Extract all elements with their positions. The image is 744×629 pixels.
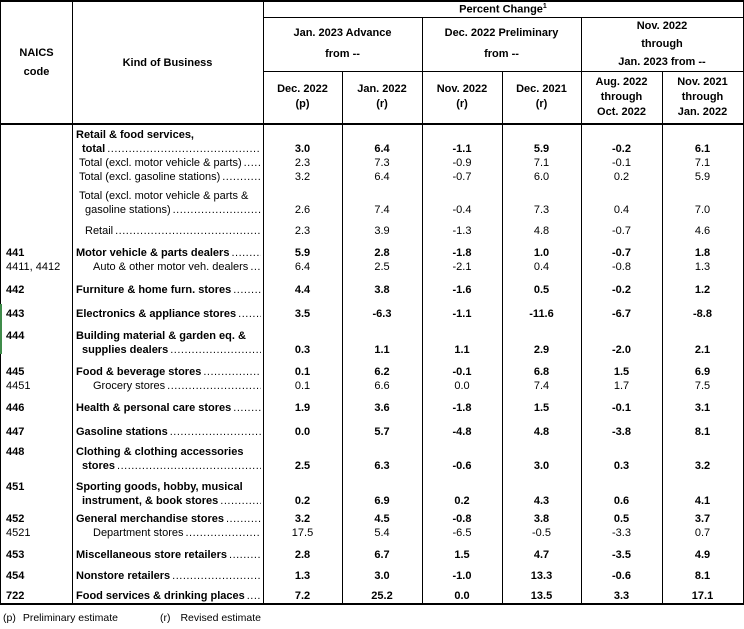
percent-change-value: 2.3 [294, 225, 311, 237]
header-line: Jan. 2023 from -- [618, 56, 706, 68]
percent-change-value: 1.8 [694, 247, 711, 259]
percent-change-value: 7.5 [694, 380, 711, 392]
percent-change-value: 3.0 [533, 460, 550, 472]
header-percent-change [263, 2, 743, 17]
header-line: through [641, 38, 683, 50]
kind-of-business-cell: Furniture & home furn. stores ..... [72, 283, 263, 297]
percent-change-value: 7.4 [533, 380, 550, 392]
percent-change-value: 2.5 [294, 460, 311, 472]
percent-change-value: 0.3 [613, 460, 630, 472]
dot-leader [222, 170, 261, 184]
percent-change-value: 4.5 [374, 513, 390, 525]
percent-change-value: 1.0 [533, 247, 550, 259]
percent-change-value: 1.3 [294, 570, 311, 582]
percent-change-value: 2.8 [374, 247, 390, 259]
percent-change-value: -6.5 [452, 527, 472, 539]
percent-change-value: 3.5 [294, 308, 311, 320]
percent-change-value: 6.3 [374, 460, 390, 472]
header-group-nov-2022-through-jan-2023 [581, 17, 743, 71]
percent-change-value: 2.3 [294, 157, 311, 169]
percent-change-value: 6.1 [694, 143, 711, 155]
table-row [1, 526, 743, 540]
naics-code-cell: 722 [6, 590, 25, 602]
percent-change-value: 0.2 [294, 495, 311, 507]
table-body [1, 125, 743, 603]
naics-code-cell: 442 [6, 284, 25, 296]
kind-of-business-cell: Food & beverage stores ..... [72, 365, 263, 379]
percent-change-value: 6.6 [374, 380, 390, 392]
percent-change-value: 3.6 [374, 402, 390, 414]
percent-change-value: -0.7 [612, 225, 631, 237]
header-line: Oct. 2022 [597, 105, 646, 118]
percent-change-value: 5.9 [694, 171, 711, 183]
percent-change-value: 3.9 [374, 225, 390, 237]
header-col-dec-2022-p [263, 71, 342, 123]
table-row [1, 401, 743, 415]
header-percent-change-label: Percent Change$^1$ [459, 3, 547, 16]
percent-change-value: 8.1 [694, 426, 711, 438]
header-col-dec-2021-r [502, 71, 581, 123]
percent-change-value: 2.5 [374, 261, 390, 273]
percent-change-value: -1.8 [452, 247, 472, 259]
dot-leader [203, 365, 261, 379]
percent-change-value: 13.5 [530, 590, 553, 602]
table-row [1, 569, 743, 583]
kind-of-business-cell: Grocery stores ..... [72, 379, 263, 393]
percent-change-value: 1.9 [294, 402, 311, 414]
header-line: NAICS [19, 46, 54, 59]
table-row [1, 246, 743, 260]
percent-change-value: -2.1 [452, 261, 472, 273]
kind-of-business-cell: Retail & food services, total ..... [72, 128, 263, 156]
percent-change-value: 6.4 [294, 261, 311, 273]
dot-leader [250, 260, 261, 274]
percent-change-value: 6.2 [374, 366, 390, 378]
header-line: from -- [325, 48, 360, 60]
percent-change-value: -0.7 [452, 171, 472, 183]
table-row [1, 283, 743, 297]
percent-change-value: 0.4 [533, 261, 550, 273]
percent-change-value: 1.1 [374, 344, 390, 356]
percent-change-value: 3.2 [294, 513, 311, 525]
percent-change-value: 6.0 [533, 171, 550, 183]
kind-of-business-cell: Gasoline stations ..... [72, 425, 263, 439]
percent-change-value: 0.3 [294, 344, 311, 356]
percent-change-value: 0.7 [694, 527, 711, 539]
naics-code-cell: 441 [6, 247, 25, 259]
left-edge-green-mark [0, 304, 2, 354]
percent-change-value: 0.2 [613, 171, 630, 183]
dot-leader [244, 156, 261, 170]
header-group-jan-2023-advance [263, 17, 422, 71]
percent-change-value: 1.7 [613, 380, 630, 392]
naics-code-cell: 4451 [6, 380, 31, 392]
percent-change-value: 17.5 [291, 527, 314, 539]
dot-leader [167, 379, 261, 393]
header-line: Nov. 2022 [436, 83, 488, 95]
header-line: Dec. 2022 [277, 83, 328, 95]
percent-change-value: 1.5 [454, 549, 470, 561]
table-row [1, 512, 743, 526]
kind-of-business-cell: Nonstore retailers ..... [72, 569, 263, 583]
kind-of-business-cell: Clothing & clothing accessories stores ..... [72, 445, 263, 473]
percent-change-value: 6.8 [533, 366, 550, 378]
percent-change-value: -11.6 [529, 308, 554, 320]
percent-change-value: 4.1 [694, 495, 711, 507]
percent-change-value: -0.8 [612, 261, 631, 273]
footnote-r-text: Revised estimate [180, 612, 262, 624]
percent-change-value: -0.9 [452, 157, 472, 169]
percent-change-value: 1.5 [533, 402, 550, 414]
header-line: through [600, 90, 643, 103]
percent-change-value: 0.2 [454, 495, 470, 507]
header-line: Nov. 2021 [677, 75, 728, 88]
percent-change-value: 4.4 [294, 284, 311, 296]
percent-change-value: 2.1 [694, 344, 711, 356]
header-line: Jan. 2022 [677, 105, 728, 118]
percent-change-value: 5.9 [294, 247, 311, 259]
naics-code-cell: 448 [6, 446, 25, 458]
naics-code-cell: 454 [6, 570, 25, 582]
kind-of-business-cell: Department stores ..... [72, 526, 263, 540]
table-row [1, 379, 743, 393]
percent-change-value: 2.9 [533, 344, 550, 356]
percent-change-value: 8.1 [694, 570, 711, 582]
header-group-dec-2022-preliminary [422, 17, 581, 71]
percent-change-value: 3.8 [374, 284, 390, 296]
percent-change-value: 0.0 [454, 590, 470, 602]
header-line: (p) [295, 98, 310, 110]
percent-change-value: -1.1 [452, 308, 472, 320]
header-kind-of-business-label: Kind of Business [122, 56, 213, 69]
footnote-r-label: (r) [159, 612, 171, 624]
percent-change-value: 0.5 [533, 284, 550, 296]
percent-change-value: -3.8 [612, 426, 631, 438]
grid-line-horizontal [263, 71, 743, 72]
percent-change-value: 0.1 [294, 366, 311, 378]
dot-leader [233, 401, 261, 415]
header-line: Jan. 2023 Advance [293, 27, 392, 39]
header-col-nov-2022-r [422, 71, 502, 123]
percent-change-value: -0.2 [612, 143, 631, 155]
naics-code-cell: 453 [6, 549, 25, 561]
footnote-p-text: Preliminary estimate [22, 612, 118, 624]
kind-of-business-cell: Retail ..... [72, 224, 263, 238]
percent-change-value: -0.1 [612, 402, 631, 414]
percent-change-value: 3.2 [694, 460, 711, 472]
percent-change-value: -1.8 [452, 402, 472, 414]
percent-change-value: 3.0 [374, 570, 390, 582]
table-row [1, 189, 743, 217]
percent-change-value: -0.5 [532, 527, 551, 539]
dot-leader [172, 569, 261, 583]
percent-change-value: 1.3 [694, 261, 711, 273]
footnote [3, 612, 744, 624]
header-naics-code [1, 2, 72, 123]
percent-change-value: 5.4 [374, 527, 390, 539]
table-row [1, 307, 743, 321]
dot-leader [231, 246, 261, 260]
header-line: from -- [484, 48, 519, 60]
percent-change-value: 4.3 [533, 495, 550, 507]
dot-leader [170, 343, 261, 357]
header-line: Dec. 2022 Preliminary [444, 27, 559, 39]
naics-code-cell: 446 [6, 402, 25, 414]
percent-change-value: 0.6 [613, 495, 630, 507]
header-line: code [23, 65, 50, 78]
dot-leader [238, 307, 261, 321]
percent-change-value: 3.0 [294, 143, 311, 155]
kind-of-business-cell: Total (excl. motor vehicle & parts) ..... [72, 156, 263, 170]
percent-change-value: 17.1 [691, 590, 714, 602]
header-col-jan-2022-r [342, 71, 422, 123]
dot-leader [247, 589, 261, 603]
header-line: Aug. 2022 [595, 75, 648, 88]
header-line: Dec. 2021 [516, 83, 567, 95]
kind-of-business-cell: Electronics & appliance stores ..... [72, 307, 263, 321]
grid-line-horizontal [263, 17, 743, 18]
percent-change-value: -3.3 [612, 527, 631, 539]
percent-change-value: -1.3 [452, 225, 472, 237]
table-row [1, 548, 743, 562]
percent-change-value: 7.1 [694, 157, 711, 169]
naics-code-cell: 4521 [6, 527, 31, 539]
kind-of-business-cell: Food services & drinking places ..... [72, 589, 263, 603]
table-row [1, 589, 743, 603]
percent-change-value: 2.6 [294, 204, 311, 216]
naics-code-cell: 447 [6, 426, 25, 438]
percent-change-value: 7.2 [294, 590, 311, 602]
percent-change-value: 7.1 [533, 157, 550, 169]
kind-of-business-cell: Building material & garden eq. & supplies dealers ..... [72, 329, 263, 357]
percent-change-value: 25.2 [371, 590, 393, 602]
header-kind-of-business [72, 2, 263, 123]
table-row [1, 329, 743, 357]
footnote-p-label: (p) [3, 612, 16, 624]
percent-change-value: 6.9 [374, 495, 390, 507]
percent-change-value: 5.7 [374, 426, 390, 438]
header-line: (r) [535, 98, 548, 110]
naics-code-cell: 4411, 4412 [6, 261, 61, 273]
percent-change-value: 0.1 [294, 380, 311, 392]
table-row [1, 480, 743, 508]
percent-change-value: 4.6 [694, 225, 711, 237]
dot-leader [220, 494, 261, 508]
header-col-nov-2021-through-jan-2022 [662, 71, 743, 123]
percent-change-value: -3.5 [612, 549, 631, 561]
percent-change-value: 6.7 [374, 549, 390, 561]
dot-leader [185, 526, 261, 540]
kind-of-business-cell: Sporting goods, hobby, musical instrument, & book stores ..... [72, 480, 263, 508]
naics-code-cell: 451 [6, 481, 25, 493]
percent-change-value: 7.0 [694, 204, 711, 216]
dot-leader [170, 425, 261, 439]
percent-change-value: 4.7 [533, 549, 550, 561]
header-line: (r) [376, 98, 388, 110]
percent-change-value: -0.6 [612, 570, 631, 582]
naics-code-cell: 445 [6, 366, 25, 378]
percent-change-value: -2.0 [612, 344, 631, 356]
percent-change-value: -6.3 [372, 308, 392, 320]
percent-change-value: 3.3 [613, 590, 630, 602]
percent-change-value: -1.0 [452, 570, 472, 582]
table-row [1, 128, 743, 156]
percent-change-value: 1.2 [694, 284, 711, 296]
percent-change-value: 6.4 [374, 143, 390, 155]
percent-change-value: 0.4 [613, 204, 630, 216]
table-row [1, 170, 743, 184]
percent-change-value: 3.8 [533, 513, 550, 525]
table-row [1, 260, 743, 274]
percent-change-value: 6.9 [694, 366, 711, 378]
percent-change-value: -8.8 [693, 308, 712, 320]
percent-change-value: 1.1 [454, 344, 470, 356]
percent-change-value: -0.8 [452, 513, 472, 525]
table-row [1, 425, 743, 439]
percent-change-value: 7.3 [533, 204, 550, 216]
percent-change-value: -6.7 [612, 308, 631, 320]
percent-change-value: 4.9 [694, 549, 711, 561]
table-row [1, 365, 743, 379]
percent-change-value: -0.6 [452, 460, 472, 472]
footnote-superscript: 1 [542, 3, 547, 11]
percent-change-value: -1.6 [452, 284, 472, 296]
percent-change-value: 7.3 [374, 157, 390, 169]
dot-leader [226, 512, 261, 526]
dot-leader [173, 203, 261, 217]
percent-change-value: -0.7 [612, 247, 631, 259]
header-col-aug-through-oct-2022 [581, 71, 662, 123]
kind-of-business-cell: Auto & other motor veh. dealers ..... [72, 260, 263, 274]
header-line: through [681, 90, 724, 103]
table-row [1, 224, 743, 238]
percent-change-value: 0.0 [454, 380, 470, 392]
percent-change-value: 0.0 [294, 426, 311, 438]
percent-change-value: 4.8 [533, 225, 550, 237]
percent-change-value: 5.9 [533, 143, 550, 155]
table-row [1, 156, 743, 170]
percent-change-value: 13.3 [530, 570, 553, 582]
kind-of-business-cell: Health & personal care stores ..... [72, 401, 263, 415]
percent-change-value: 3.1 [694, 402, 711, 414]
table-row [1, 445, 743, 473]
percent-change-value: -4.8 [452, 426, 472, 438]
header-line: (r) [456, 98, 468, 110]
dot-leader [107, 142, 261, 156]
dot-leader [229, 548, 261, 562]
percent-change-value: 3.2 [294, 171, 311, 183]
percent-change-value: 1.5 [613, 366, 630, 378]
dot-leader [117, 459, 261, 473]
kind-of-business-cell: Total (excl. gasoline stations) ..... [72, 170, 263, 184]
percent-change-value: 7.4 [374, 204, 390, 216]
naics-code-cell: 443 [6, 308, 25, 320]
percent-change-value: -1.1 [452, 143, 472, 155]
percent-change-value: -0.1 [612, 157, 631, 169]
percent-change-value: 4.8 [533, 426, 550, 438]
header-line: Jan. 2022 [357, 83, 407, 95]
dot-leader [233, 283, 261, 297]
percent-change-value: -0.1 [452, 366, 472, 378]
percent-change-value: -0.2 [612, 284, 631, 296]
naics-code-cell: 452 [6, 513, 25, 525]
dot-leader [115, 224, 261, 238]
percent-change-value: 6.4 [374, 171, 390, 183]
header-line: Nov. 2022 [636, 20, 688, 32]
naics-code-cell: 444 [6, 330, 25, 342]
percent-change-value: 3.7 [694, 513, 711, 525]
kind-of-business-cell: Total (excl. motor vehicle & parts & gasoline stations) ..... [72, 189, 263, 217]
kind-of-business-cell: General merchandise stores ..... [72, 512, 263, 526]
kind-of-business-cell: Miscellaneous store retailers ..... [72, 548, 263, 562]
percent-change-value: -0.4 [452, 204, 472, 216]
percent-change-value: 0.5 [613, 513, 630, 525]
percent-change-value: 2.8 [294, 549, 311, 561]
kind-of-business-cell: Motor vehicle & parts dealers ..... [72, 246, 263, 260]
